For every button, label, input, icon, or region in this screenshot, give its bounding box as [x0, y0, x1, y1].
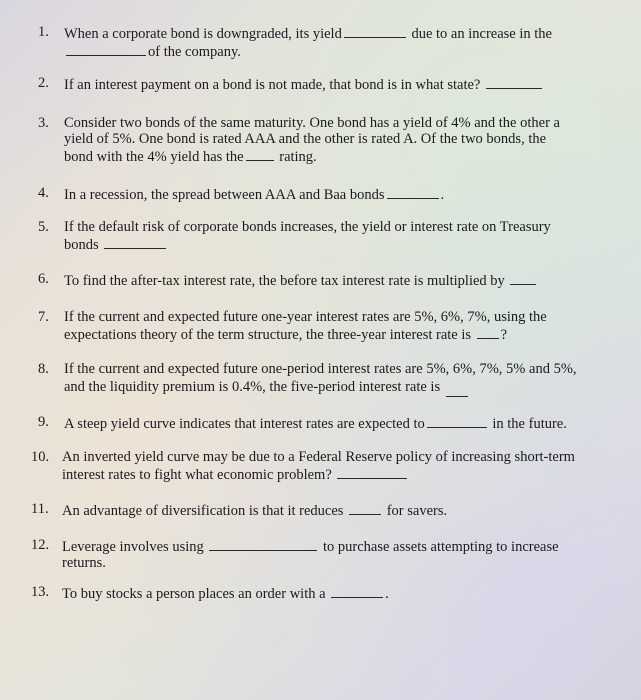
question-text: of the company.: [148, 44, 241, 60]
question-text: .: [440, 187, 445, 203]
answer-blank[interactable]: [510, 271, 536, 285]
question-text: returns.: [62, 555, 106, 571]
question-text: for savers.: [386, 503, 448, 519]
question-text: If the current and expected future one-period interest rates are 5%, 6%, 7%, 5% and 5%,: [64, 361, 577, 377]
answer-blank[interactable]: [344, 24, 406, 38]
question-text: If the current and expected future one-year interest rates are 5%, 6%, 7%, using the: [64, 309, 547, 325]
answer-blank[interactable]: [209, 537, 317, 551]
question-text: If an interest payment on a bond is not made, that bond is in what state?: [64, 77, 481, 93]
answer-blank[interactable]: [427, 414, 487, 428]
question-number: 11.: [31, 501, 49, 517]
question-number: 8.: [38, 361, 49, 377]
question-number: 7.: [38, 309, 49, 325]
answer-blank[interactable]: [337, 465, 407, 479]
question-text: ?: [500, 327, 508, 343]
question-text: .: [385, 586, 389, 602]
question-number: 3.: [38, 115, 49, 131]
question-number: 1.: [38, 24, 49, 40]
question-number: 5.: [38, 219, 49, 235]
question-text: expectations theory of the term structure, the three-year interest rate is: [64, 327, 472, 343]
question-text: When a corporate bond is downgraded, its yield: [64, 26, 342, 42]
answer-blank[interactable]: [104, 235, 166, 249]
answer-blank[interactable]: [446, 383, 468, 397]
question-text: Leverage involves using: [62, 539, 204, 555]
question-text: Consider two bonds of the same maturity. One bond has a yield of 4% and the other a: [64, 115, 560, 131]
question-text: To find the after-tax interest rate, the before tax interest rate is multiplied by: [64, 273, 505, 289]
answer-blank[interactable]: [486, 75, 542, 89]
question-text: rating.: [279, 149, 317, 165]
answer-blank[interactable]: [66, 42, 146, 56]
question-text: due to an increase in the: [411, 26, 552, 42]
question-text: In a recession, the spread between AAA and Baa bonds: [64, 187, 385, 203]
question-number: 13.: [31, 584, 50, 600]
question-number: 2.: [38, 75, 49, 91]
answer-blank[interactable]: [331, 584, 383, 598]
question-number: 9.: [38, 414, 49, 430]
question-text: If the default risk of corporate bonds increases, the yield or interest rate on Treasury: [64, 219, 551, 235]
question-text: To buy stocks a person places an order with a: [62, 586, 326, 602]
question-text: bonds: [64, 237, 99, 253]
question-text: An advantage of diversification is that it reduces: [62, 503, 344, 519]
question-text: An inverted yield curve may be due to a Federal Reserve policy of increasing short-term: [62, 449, 575, 465]
question-text: and the liquidity premium is 0.4%, the five-period interest rate is: [64, 379, 441, 395]
question-text: yield of 5%. One bond is rated AAA and the other is rated A. Of the two bonds, the: [64, 131, 547, 147]
answer-blank[interactable]: [477, 325, 499, 339]
question-text: interest rates to fight what economic problem?: [62, 467, 332, 483]
answer-blank[interactable]: [349, 501, 381, 515]
question-number: 10.: [31, 449, 50, 465]
answer-blank[interactable]: [387, 185, 439, 199]
answer-blank[interactable]: [246, 147, 274, 161]
question-number: 12.: [31, 537, 50, 553]
question-number: 4.: [38, 185, 49, 201]
question-text: to purchase assets attempting to increase: [323, 539, 559, 555]
question-text: in the future.: [492, 416, 567, 432]
question-text: A steep yield curve indicates that interest rates are expected to: [64, 416, 425, 432]
question-text: bond with the 4% yield has the: [64, 149, 244, 165]
question-number: 6.: [38, 271, 49, 287]
